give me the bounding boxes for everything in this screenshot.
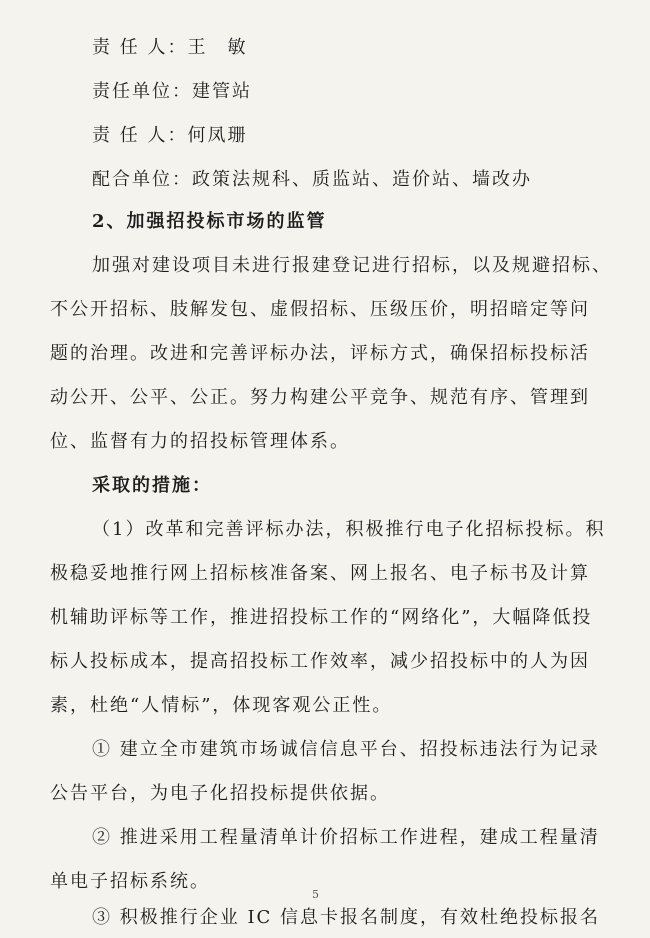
measures-heading: 采取的措施：: [92, 475, 212, 496]
paragraph-line: 单电子招标系统。: [50, 871, 210, 892]
list-item-1: ① 建立全市建筑市场诚信信息平台、招投标违法行为记录: [92, 739, 600, 760]
responsible-unit: 责任单位：建管站: [92, 81, 252, 102]
paragraph-line: 位、监督有力的招投标管理体系。: [50, 431, 350, 452]
list-item-2: ② 推进采用工程量清单计价招标工作进程，建成工程量清: [92, 827, 600, 848]
paragraph-line: 素，杜绝“人情标”，体现客观公正性。: [50, 695, 393, 716]
responsible-person-2: 责 任 人：何凤珊: [92, 125, 248, 146]
paragraph-line: 不公开招标、肢解发包、虚假招标、压级压价，明招暗定等问: [50, 299, 590, 320]
paragraph-line: 加强对建设项目未进行报建登记进行招标，以及规避招标、: [92, 255, 612, 276]
paragraph-line: 机辅助评标等工作，推进招投标工作的“网络化”，大幅降低投: [50, 607, 593, 628]
paragraph-line: 公告平台，为电子化招投标提供依据。: [50, 783, 390, 804]
paragraph-line: 标人投标成本，提高招投标工作效率，减少招投标中的人为因: [50, 651, 590, 672]
page-number: 5: [312, 888, 319, 901]
paragraph-line: 动公开、公平、公正。努力构建公平竞争、规范有序、管理到: [50, 387, 590, 408]
list-item-3: ③ 积极推行企业 IC 信息卡报名制度，有效杜绝投标报名: [92, 907, 601, 928]
paragraph-line: 题的治理。改进和完善评标办法，评标方式，确保招标投标活: [50, 343, 590, 364]
cooperating-units: 配合单位：政策法规科、质监站、造价站、墙改办: [92, 169, 532, 190]
paragraph-line: 极稳妥地推行网上招标核准备案、网上报名、电子标书及计算: [50, 563, 590, 584]
section-heading: 2、加强招投标市场的监管: [92, 211, 327, 232]
responsible-person-1: 责 任 人：王 敏: [92, 37, 248, 58]
paragraph-line: （1）改革和完善评标办法，积极推行电子化招标投标。积: [92, 519, 606, 540]
